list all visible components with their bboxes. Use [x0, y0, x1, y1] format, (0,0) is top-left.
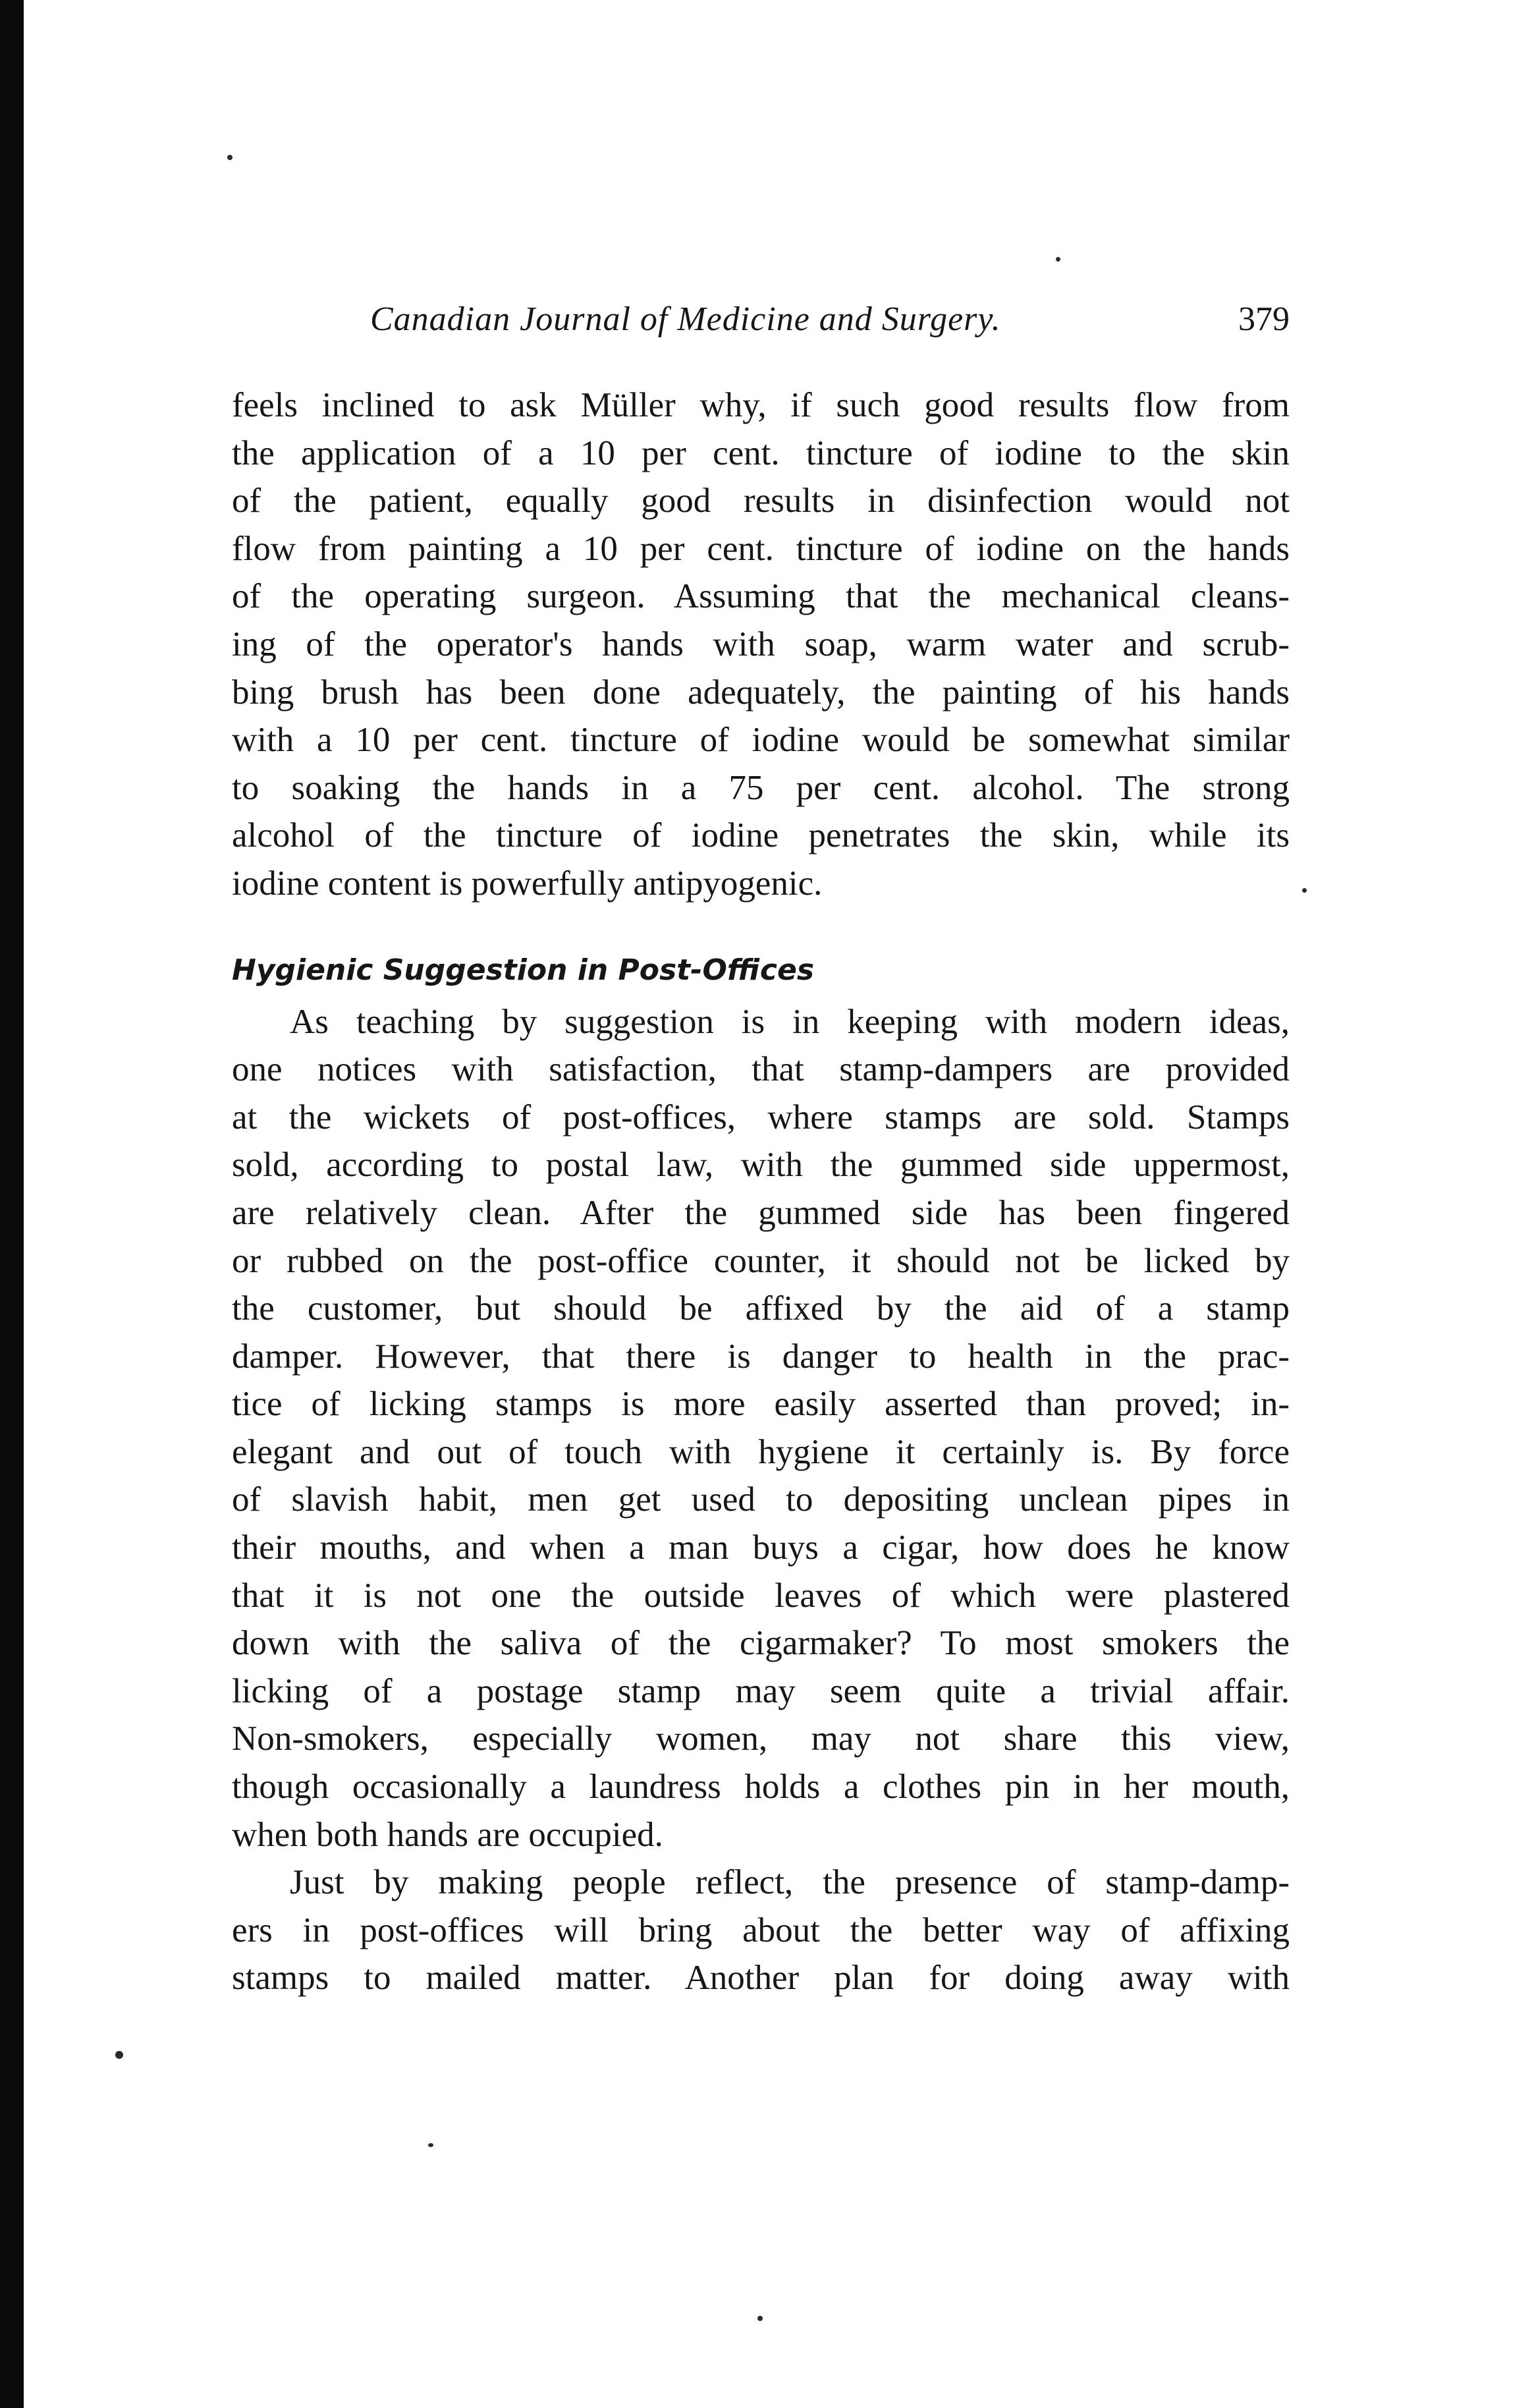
- text-line: of slavish habit, men get used to depositing unclean pipes in: [232, 1480, 1290, 1519]
- text-line: of the operating surgeon. Assuming that the mechanical cleans-: [232, 577, 1290, 616]
- page-number: 379: [1238, 300, 1290, 338]
- text-line: the application of a 10 per cent. tincture of iodine to the skin: [232, 434, 1290, 472]
- text-line: tice of licking stamps is more easily asserted than proved; in-: [232, 1385, 1290, 1424]
- text-line: though occasionally a laundress holds a clothes pin in her mouth,: [232, 1768, 1290, 1806]
- text-line: feels inclined to ask Müller why, if such good results flow from: [232, 386, 1290, 424]
- text-line: iodine content is powerfully antipyogenic.: [232, 864, 823, 903]
- scan-speck: [115, 2051, 123, 2059]
- scan-speck: [1302, 888, 1307, 893]
- text-line: of the patient, equally good results in disinfection would not: [232, 482, 1290, 520]
- scan-speck: [227, 155, 233, 160]
- running-header: [232, 300, 1290, 352]
- text-line: down with the saliva of the cigarmaker? To most smokers the: [232, 1624, 1290, 1663]
- text-line: when both hands are occupied.: [232, 1815, 663, 1854]
- text-line: licking of a postage stamp may seem quite a trivial affair.: [232, 1671, 1290, 1710]
- section-heading: Hygienic Suggestion in Post-Offices: [232, 953, 815, 987]
- journal-title: Canadian Journal of Medicine and Surgery.: [370, 300, 1001, 338]
- text-line: damper. However, that there is danger to health in the prac-: [232, 1337, 1290, 1376]
- text-line: one notices with satisfaction, that stamp-dampers are provided: [232, 1050, 1290, 1089]
- text-line: are relatively clean. After the gummed side has been fingered: [232, 1193, 1290, 1232]
- scan-speck: [757, 2316, 763, 2321]
- text-line: As teaching by suggestion is in keeping with modern ideas,: [290, 1002, 1290, 1041]
- document-page: [232, 300, 1290, 2002]
- paragraph-making-people-reflect: [232, 1859, 1290, 2002]
- paragraph-iodine: [232, 381, 1290, 908]
- text-line: their mouths, and when a man buys a cigar, how does he know: [232, 1528, 1290, 1567]
- text-line: elegant and out of touch with hygiene it certainly is. By force: [232, 1432, 1290, 1471]
- text-line: the customer, but should be affixed by the aid of a stamp: [232, 1289, 1290, 1328]
- text-line: with a 10 per cent. tincture of iodine would be somewhat similar: [232, 721, 1290, 760]
- text-line: alcohol of the tincture of iodine penetrates the skin, while its: [232, 816, 1290, 855]
- text-line: at the wickets of post-offices, where stamps are sold. Stamps: [232, 1098, 1290, 1136]
- text-line: stamps to mailed matter. Another plan for doing away with: [232, 1959, 1290, 1998]
- text-line: sold, according to postal law, with the gummed side uppermost,: [232, 1146, 1290, 1185]
- text-line: or rubbed on the post-office counter, it should not be licked by: [232, 1241, 1290, 1280]
- text-line: ing of the operator's hands with soap, warm water and scrub-: [232, 625, 1290, 663]
- text-line: ers in post-offices will bring about the better way of affixing: [232, 1911, 1290, 1949]
- scan-speck: [428, 2143, 433, 2147]
- scan-speck: [1056, 257, 1060, 262]
- text-line: Just by making people reflect, the presence of stamp-damp-: [290, 1863, 1290, 1902]
- paragraph-stamp-dampers: [232, 998, 1290, 1859]
- text-line: Non-smokers, especially women, may not share this view,: [232, 1720, 1290, 1758]
- text-line: to soaking the hands in a 75 per cent. alcohol. The strong: [232, 768, 1290, 807]
- text-line: flow from painting a 10 per cent. tincture of iodine on the hands: [232, 529, 1290, 568]
- page-binding-edge: [0, 0, 24, 2408]
- text-line: that it is not one the outside leaves of which were plastered: [232, 1576, 1290, 1615]
- text-line: bing brush has been done adequately, the painting of his hands: [232, 673, 1290, 712]
